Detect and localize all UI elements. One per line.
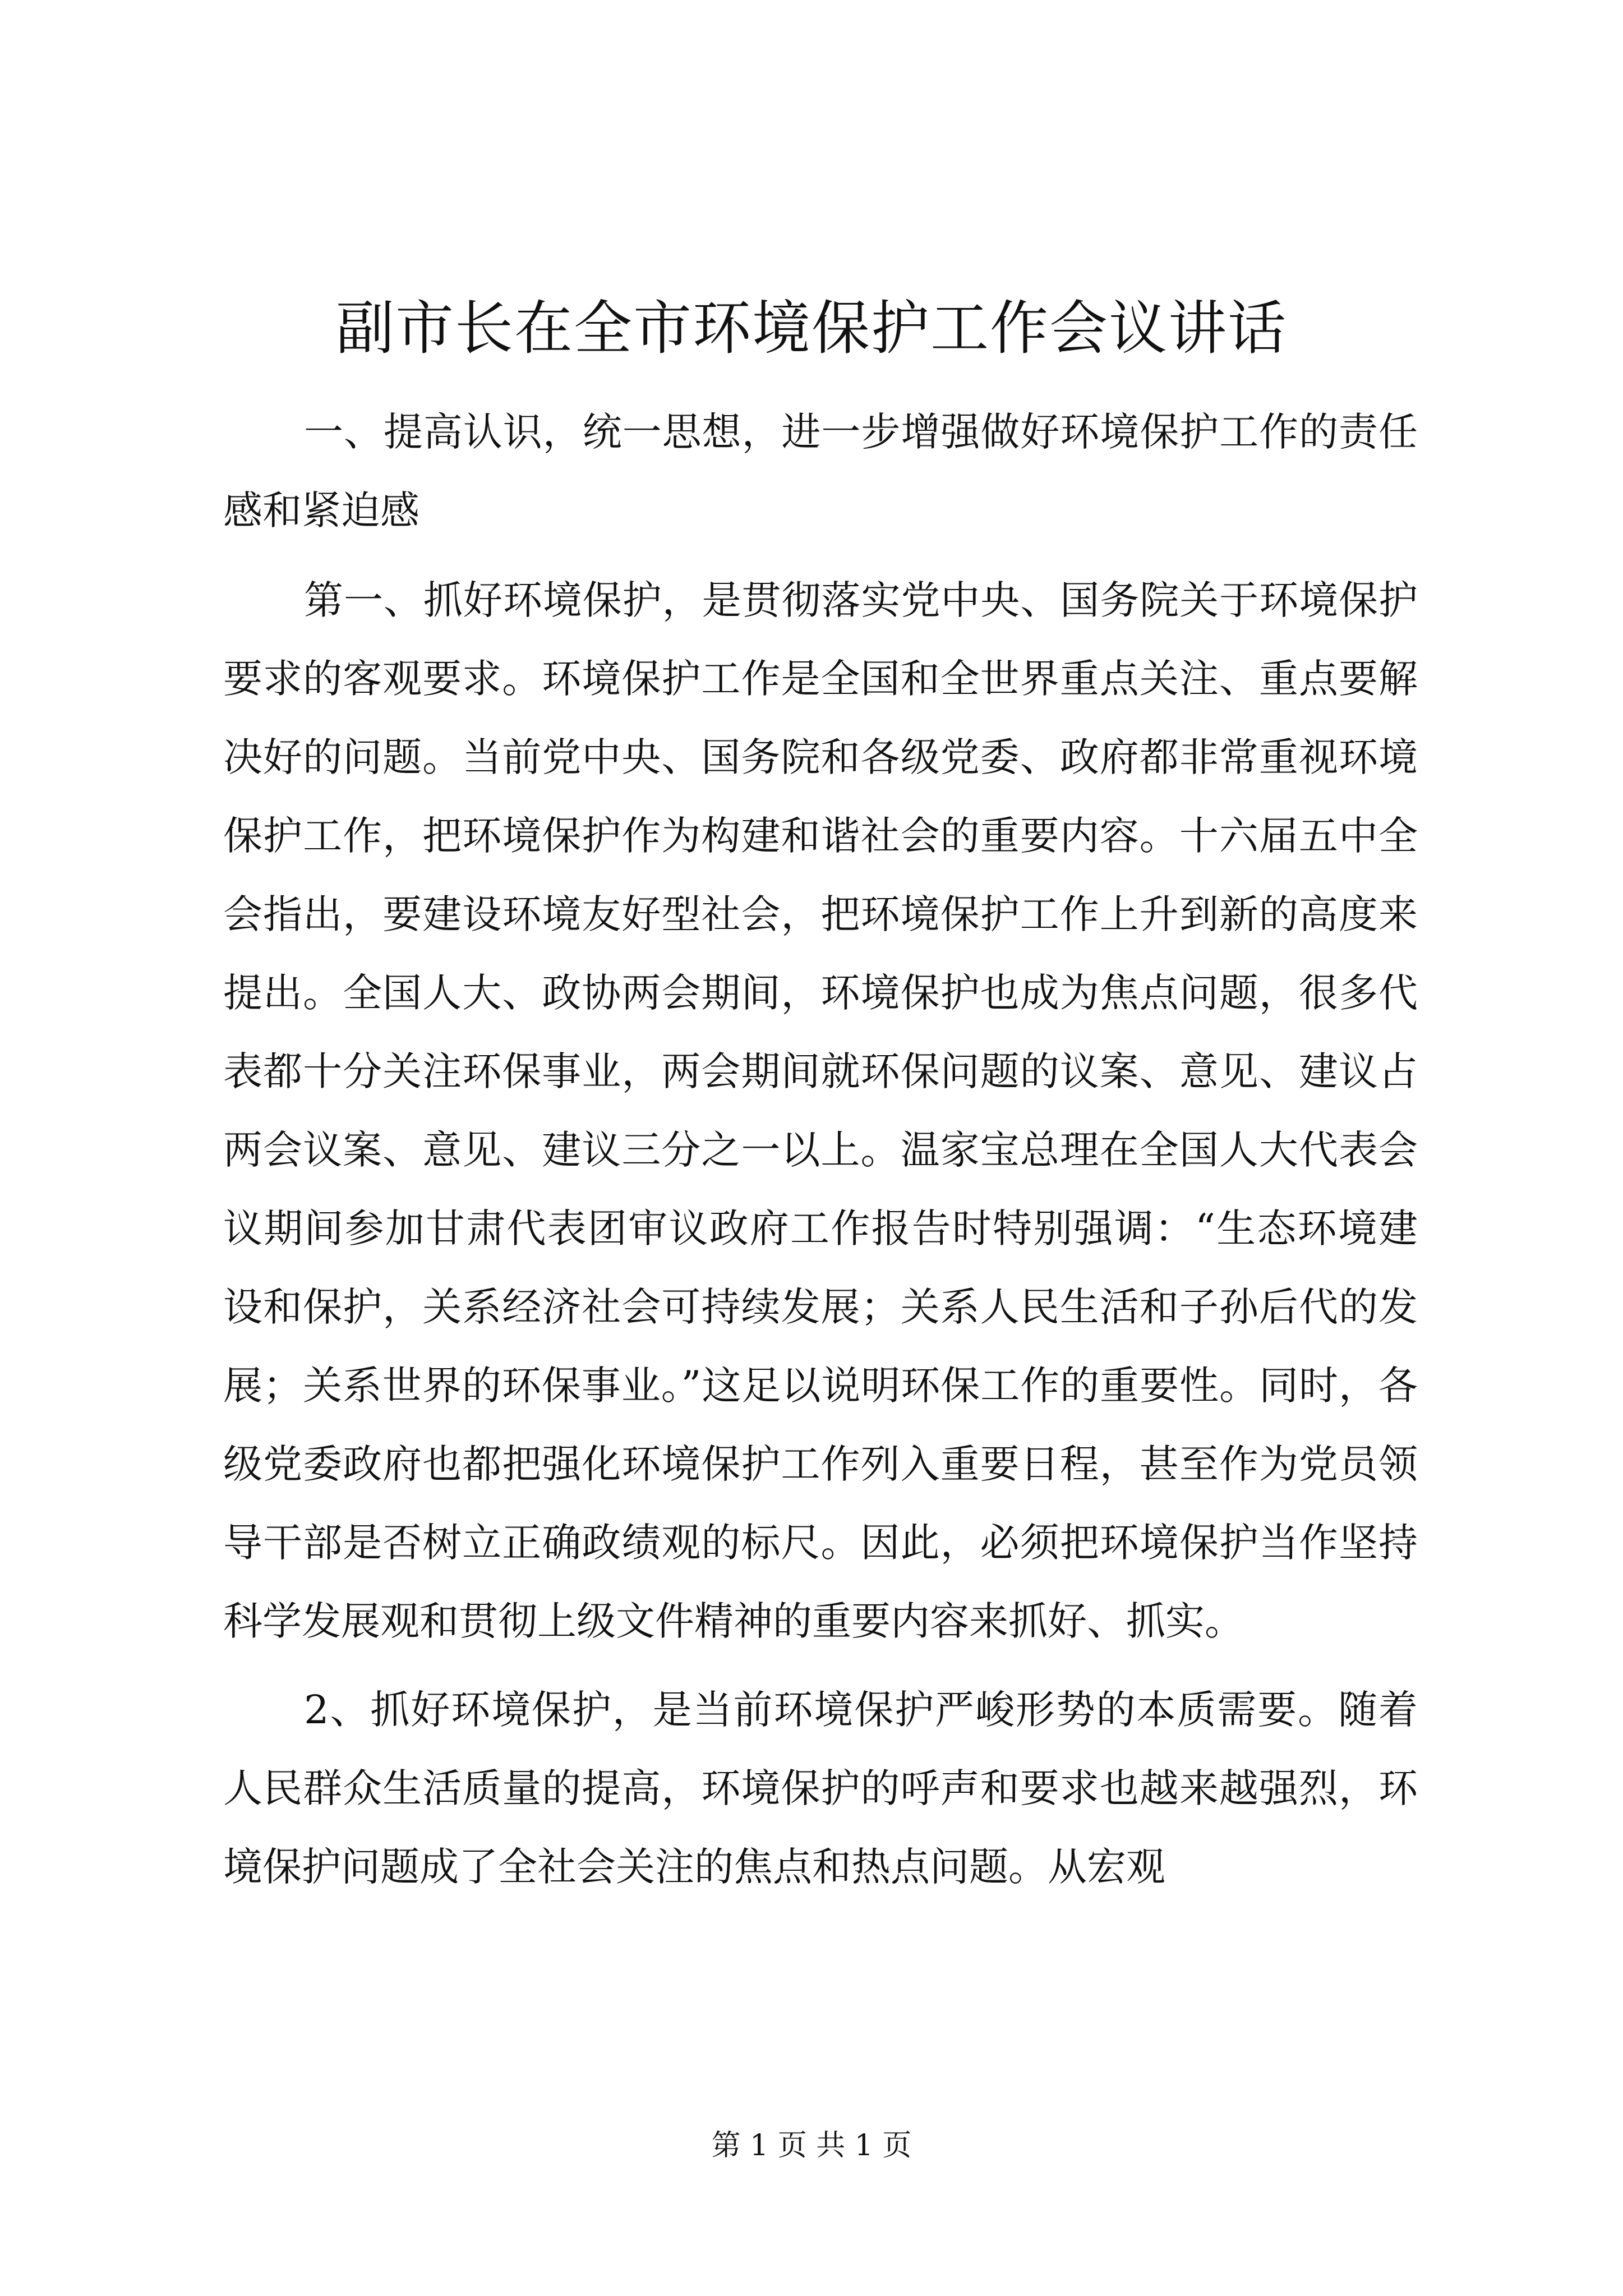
page-number-footer: 第 1 页 共 1 页 <box>711 2129 912 2162</box>
body-paragraph-2: 2、抓好环境保护，是当前环境保护严峻形势的本质需要。随着人民群众生活质量的提高，环境保护的呼声和要求也越来越强烈，环境保护问题成了全社会关注的焦点和热点问题。从宏观 <box>223 1687 1418 1890</box>
document-title: 副市长在全市环境保护工作会议讲话 <box>335 294 1287 362</box>
body-paragraph-1: 第一、抓好环境保护，是贯彻落实党中央、国务院关于环境保护要求的客观要求。环境保护工作是全国和全世界重点关注、重点要解决好的问题。当前党中央、国务院和各级党委、政府都非常重视环境保护工作，把环境保护作为构建和谐社会的重要内容。十六届五中全会指出，要建设环境友好型社会，把环境保护工作上升到新的高度来提出。全国人大、政协两会期间，环境保护也成为焦点问题，很多代表都十分关注环保事业，两会期间就环保问题的议案、意见、建议占两会议案、意见、建议三分之一以上。温家宝总理在全国人大代表会议期间参加甘肃代表团审议政府工作报告时特别强调：“生态环境建设和保护，关系经济社会可持续发展；关系人民生活和子孙后代的发展；关系世界的环保事业。”这足以说明环保工作的重要性。同时，各级党委政府也都把强化环境保护工作列入重要日程，甚至作为党员领导干部是否树立正确政绩观的标尺。因此，必须把环境保护当作坚持科学发展观和贯彻上级文件精神的重要内容来抓好、抓实。 <box>223 577 1418 1644</box>
section-heading-paragraph: 一、提高认识，统一思想，进一步增强做好环境保护工作的责任感和紧迫感 <box>223 409 1418 533</box>
document-body <box>223 393 1418 1906</box>
